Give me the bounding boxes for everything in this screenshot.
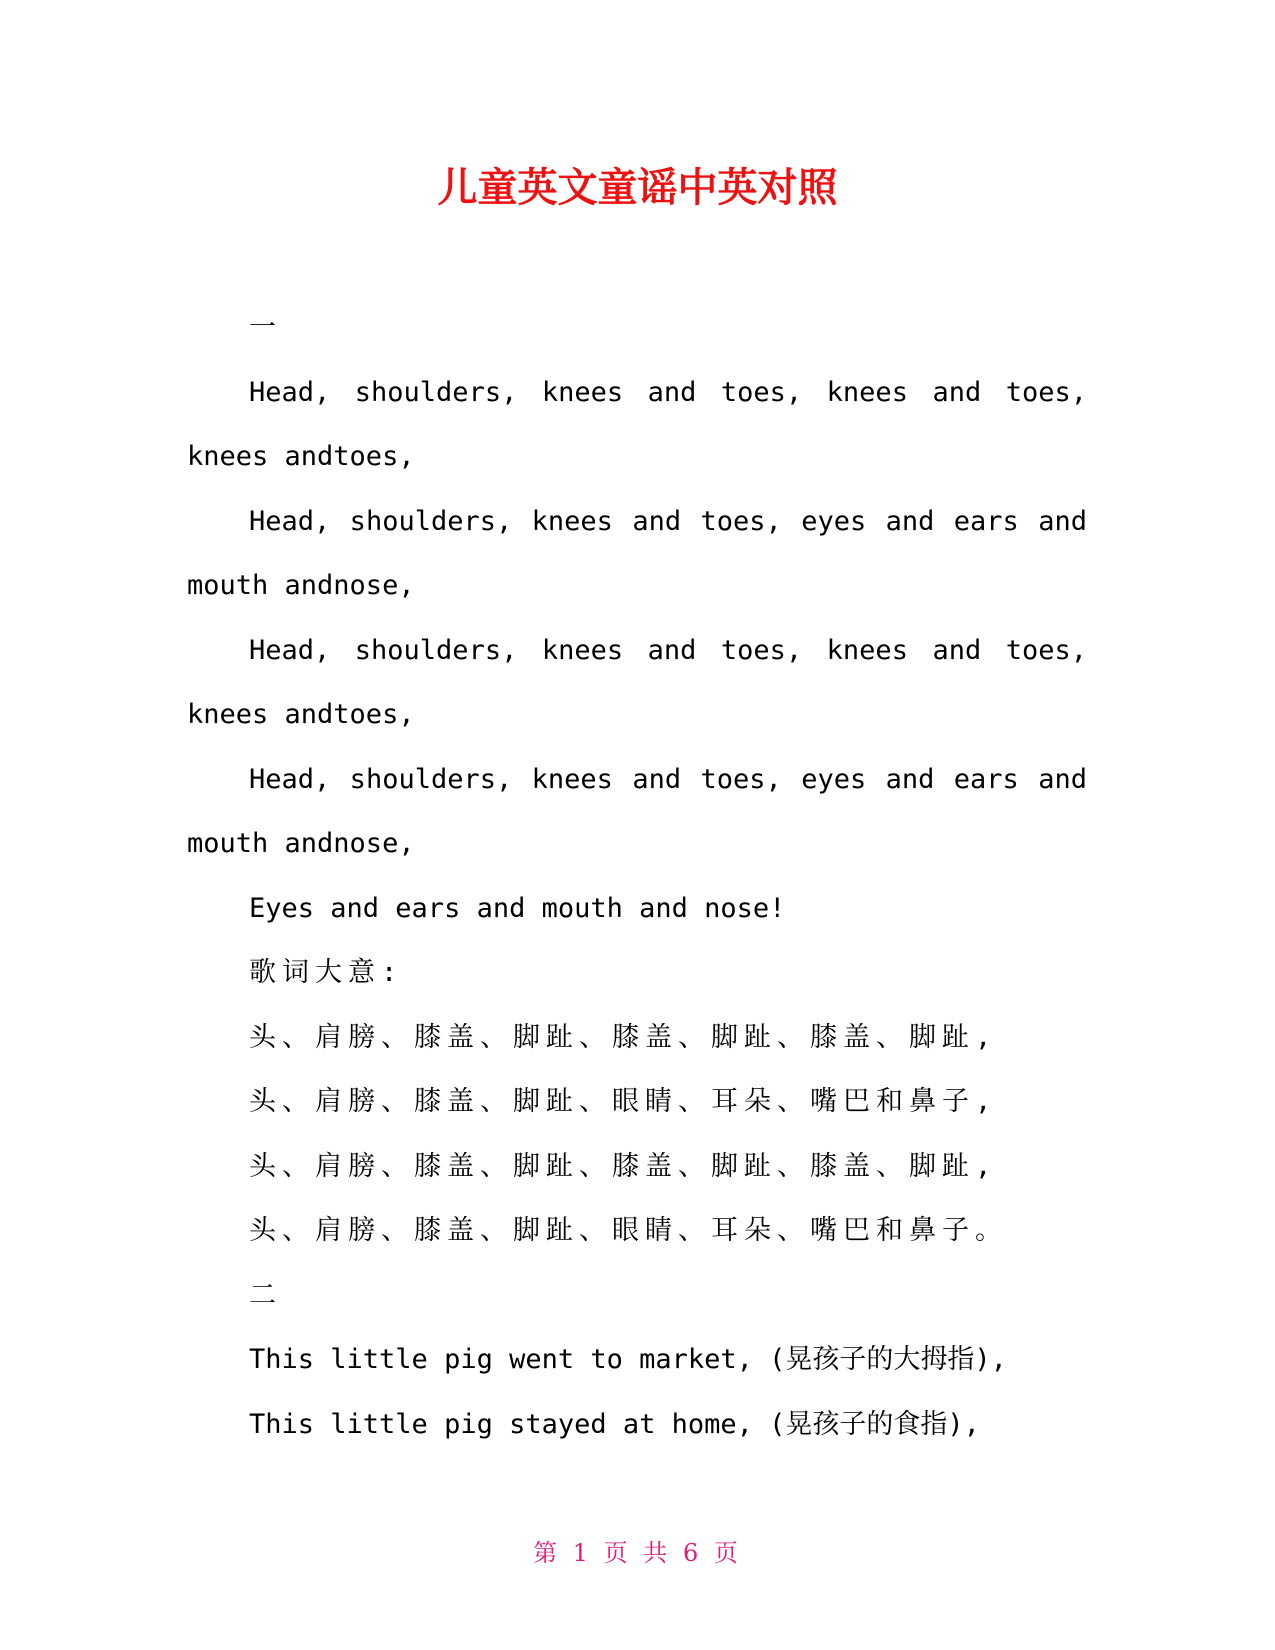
section-2-label: 二 (249, 1279, 282, 1311)
document-body (187, 296, 1087, 1457)
lyric-line-2: Head, shoulders, knees and toes, eyes and ears and mouth andnose, (187, 505, 1087, 601)
page-footer: 第 1 页 共 6 页 (533, 1539, 742, 1567)
chinese-line-3: 头、肩膀、膝盖、脚趾、膝盖、脚趾、膝盖、脚趾, (249, 1150, 998, 1182)
lyric-line-4: Head, shoulders, knees and toes, eyes and ears and mouth andnose, (187, 763, 1087, 859)
meaning-label: 歌词大意: (249, 957, 404, 988)
lyric-line-5: Eyes and ears and mouth and nose! (249, 892, 786, 924)
lyric-line-3: Head, shoulders, knees and toes, knees and toes, knees andtoes, (187, 634, 1087, 730)
lyric-line-6: This little pig went to market, (晃孩子的大拇指), (249, 1344, 1007, 1375)
document-title: 儿童英文童谣中英对照 (437, 165, 838, 211)
chinese-line-1: 头、肩膀、膝盖、脚趾、膝盖、脚趾、膝盖、脚趾, (249, 1021, 998, 1053)
chinese-line-2: 头、肩膀、膝盖、脚趾、眼睛、耳朵、嘴巴和鼻子, (249, 1086, 998, 1117)
section-1-label: 一 (249, 312, 282, 343)
lyric-line-7: This little pig stayed at home, (晃孩子的食指), (249, 1408, 980, 1440)
chinese-line-4: 头、肩膀、膝盖、脚趾、眼睛、耳朵、嘴巴和鼻子。 (249, 1215, 1008, 1246)
lyric-line-1: Head, shoulders, knees and toes, knees and toes, knees andtoes, (187, 376, 1087, 472)
